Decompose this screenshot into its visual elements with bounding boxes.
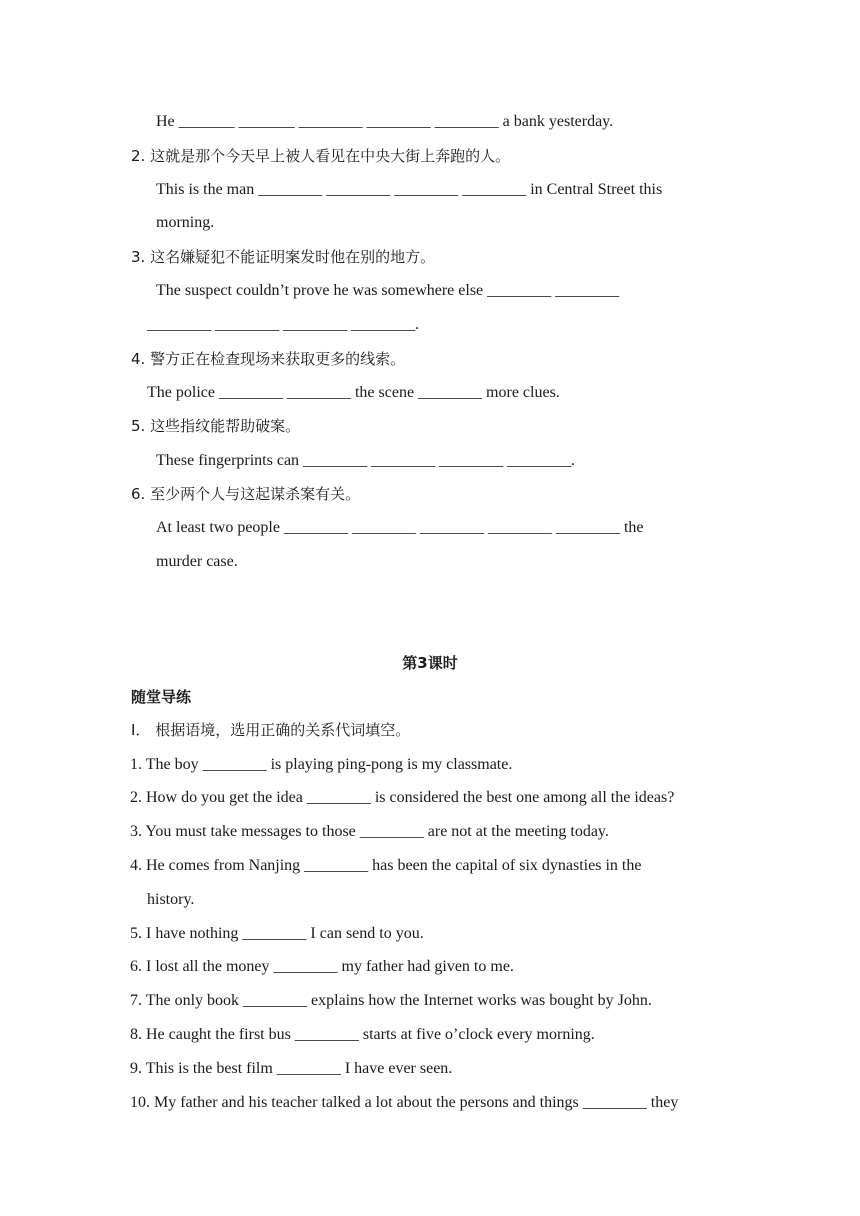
item6-english-line2: murder case. [156, 553, 238, 570]
exercise-q4-line2: history. [147, 891, 195, 908]
exercise-q8: 8. He caught the first bus ________ starts at five o’clock every morning. [130, 1026, 595, 1043]
lesson-title: 第3课时 [402, 654, 458, 672]
exercise-q7: 7. The only book ________ explains how the Internet works was bought by John. [130, 992, 652, 1009]
item3-english-line2: ________ ________ ________ ________. [147, 316, 419, 333]
exercise-q5: 5. I have nothing ________ I can send to you. [130, 925, 424, 942]
exercise-q10: 10. My father and his teacher talked a lot about the persons and things ________ they [130, 1094, 679, 1111]
item6-chinese: 6. 至少两个人与这起谋杀案有关。 [131, 485, 361, 503]
exercise-instruction: Ⅰ． 根据语境，选用正确的关系代词填空。 [131, 721, 411, 739]
exercise-q3: 3. You must take messages to those ________ are not at the meeting today. [130, 823, 609, 840]
exercise-q6: 6. I lost all the money ________ my father had given to me. [130, 958, 514, 975]
exercise-q9: 9. This is the best film ________ I have ever seen. [130, 1060, 453, 1077]
item5-chinese: 5. 这些指纹能帮助破案。 [131, 417, 301, 435]
exercise-q1: 1. The boy ________ is playing ping-pong is my classmate. [130, 756, 513, 773]
item4-chinese: 4. 警方正在检查现场来获取更多的线索。 [131, 350, 406, 368]
item4-english: The police ________ ________ the scene ________ more clues. [147, 384, 560, 401]
item3-english-line1: The suspect couldn’t prove he was somewhere else ________ ________ [156, 282, 620, 299]
item2-english-line1: This is the man ________ ________ ________ ________ in Central Street this [156, 181, 663, 198]
item1-english: He _______ _______ ________ ________ ________ a bank yesterday. [156, 113, 614, 130]
exercise-q2: 2. How do you get the idea ________ is considered the best one among all the ideas? [130, 789, 675, 806]
section-heading: 随堂导练 [131, 688, 192, 706]
item6-english-line1: At least two people ________ ________ ________ ________ ________ the [156, 519, 644, 536]
exercise-q4-line1: 4. He comes from Nanjing ________ has been the capital of six dynasties in the [130, 857, 642, 874]
item2-chinese: 2. 这就是那个今天早上被人看见在中央大街上奔跑的人。 [131, 147, 511, 165]
item5-english: These fingerprints can ________ ________ ________ ________. [156, 452, 576, 469]
item2-english-line2: morning. [156, 214, 215, 231]
item3-chinese: 3. 这名嫌疑犯不能证明案发时他在别的地方。 [131, 248, 436, 266]
